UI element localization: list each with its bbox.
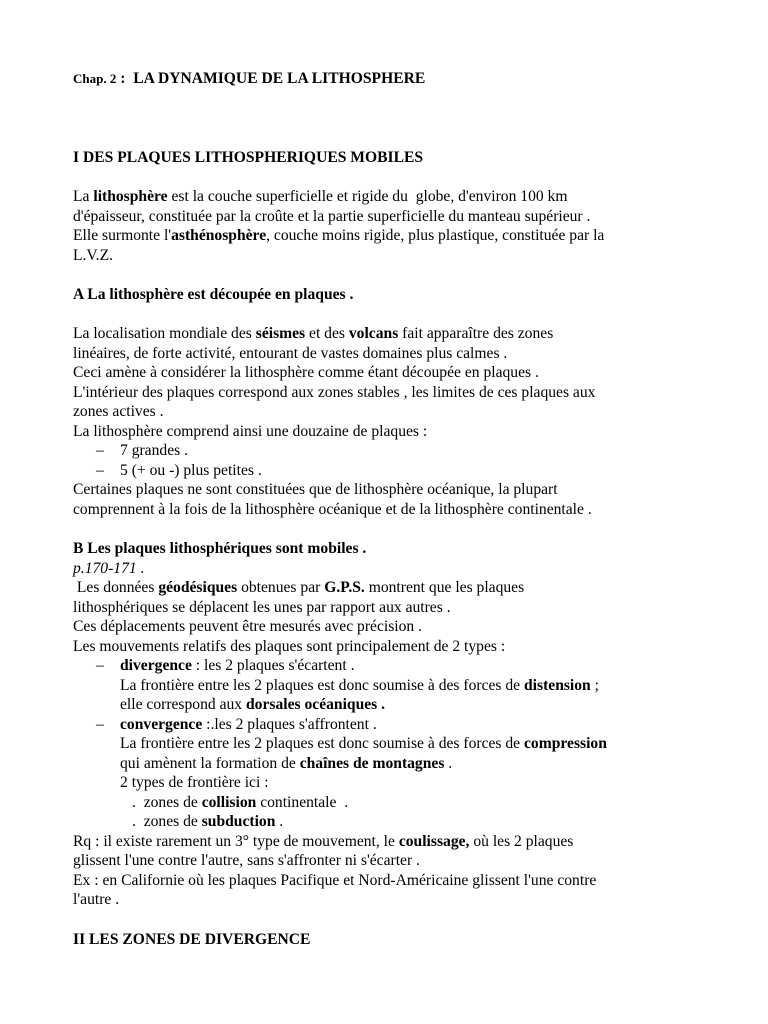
term-subduction: subduction	[201, 813, 276, 830]
bullet-dash: –	[96, 715, 104, 733]
B-example-line-1: Ex : en Californie où les plaques Pacifique et Nord-Américaine glissent l'une contre	[73, 871, 597, 889]
term-divergence: divergence	[120, 657, 192, 674]
intro-line-3	[73, 226, 604, 246]
bullet-dash: –	[96, 657, 104, 674]
B-convergence-line-3	[120, 754, 452, 774]
chapter-separator: :	[116, 70, 130, 87]
bullet-dash: –	[96, 461, 104, 479]
text: fait apparaître des zones	[398, 325, 554, 342]
text: : les 2 plaques s'écartent .	[191, 657, 355, 674]
section-I-heading: I DES PLAQUES LITHOSPHERIQUES MOBILES	[73, 149, 424, 166]
bullet-dash: –	[96, 442, 104, 459]
A-bullet-1: 7 grandes .	[120, 442, 188, 459]
B-remark-line-2: glissent l'une contre l'autre, sans s'affronter ni s'écarter .	[73, 852, 420, 869]
B-line-4: Les mouvements relatifs des plaques sont principalement de 2 types :	[73, 637, 506, 655]
text: ;	[590, 676, 599, 694]
text: montrent que les plaques	[364, 579, 525, 596]
text: obtenues par	[237, 579, 325, 596]
B-convergence-line-4: 2 types de frontière ici :	[120, 774, 269, 791]
section-II-heading: II LES ZONES DE DIVERGENCE	[73, 931, 311, 948]
A-line-8: comprennent à la fois de la lithosphère océanique et de la lithosphère continentale .	[73, 500, 592, 518]
section-B-heading: B Les plaques lithosphériques sont mobiles .	[73, 540, 367, 557]
text: La localisation mondiale des	[73, 325, 256, 342]
B-line-3: Ces déplacements peuvent être mesurés avec précision .	[73, 618, 422, 635]
B-line-1	[73, 578, 524, 598]
text: qui amènent la formation de	[120, 754, 300, 772]
term-coulissage: coulissage,	[398, 832, 470, 850]
text: où les 2 plaques	[469, 832, 574, 850]
A-line-1	[73, 324, 553, 344]
text: Les données	[73, 579, 159, 596]
B-convergence-line-2	[120, 734, 607, 754]
B-convergence	[120, 715, 377, 735]
chapter-label: Chap. 2	[73, 71, 117, 86]
term-convergence: convergence	[120, 715, 203, 733]
term-asthenosphere: asthénosphère	[171, 227, 267, 244]
term-dorsales: dorsales océaniques .	[246, 696, 386, 713]
text: :.les 2 plaques s'affrontent .	[202, 715, 377, 733]
B-example-line-2: l'autre .	[73, 891, 120, 908]
term-lithosphere: lithosphère	[93, 188, 168, 205]
text: , couche moins rigide, plus plastique, constituée par la	[266, 227, 605, 244]
text: La frontière entre les 2 plaques est donc soumise à des forces de	[120, 676, 524, 694]
text: elle correspond aux	[120, 696, 246, 713]
text: Elle surmonte l'	[73, 227, 172, 244]
text: continentale .	[256, 793, 349, 811]
B-line-2: lithosphériques se déplacent les unes par rapport aux autres .	[73, 598, 451, 616]
text: .	[275, 813, 284, 830]
term-volcans: volcans	[348, 325, 399, 342]
term-chaines: chaînes de montagnes	[299, 754, 445, 772]
B-convergence-sub-2	[132, 812, 283, 832]
chapter-heading: LA DYNAMIQUE DE LA LITHOSPHERE	[133, 70, 426, 87]
text: . zones de	[132, 793, 202, 811]
B-remark-line-1	[73, 832, 573, 852]
B-divergence-line-2	[120, 676, 599, 696]
A-line-6: La lithosphère comprend ainsi une douzaine de plaques :	[73, 422, 428, 440]
term-geodesiques: géodésiques	[158, 579, 238, 596]
A-line-4: L'intérieur des plaques correspond aux zones stables , les limites de ces plaques aux	[73, 383, 596, 401]
A-bullet-2: 5 (+ ou -) plus petites .	[120, 461, 262, 479]
text: et des	[305, 325, 349, 342]
text: . zones de	[132, 813, 202, 830]
section-A-heading: A La lithosphère est découpée en plaques .	[73, 286, 354, 303]
text: est la couche superficielle et rigide du globe, d'environ 100 km	[167, 188, 568, 205]
intro-line-2: d'épaisseur, constituée par la croûte et la partie superficielle du manteau supérieur .	[73, 207, 591, 225]
text: .	[444, 754, 453, 772]
term-collision: collision	[201, 793, 257, 811]
text: Rq : il existe rarement un 3° type de mouvement, le	[73, 832, 399, 850]
intro-line-1	[73, 187, 568, 207]
term-compression: compression	[524, 735, 607, 752]
chapter-title	[73, 69, 425, 89]
intro-line-4: L.V.Z.	[73, 246, 113, 264]
B-divergence	[120, 656, 354, 676]
term-seismes: séismes	[255, 325, 306, 342]
term-gps: G.P.S.	[324, 579, 365, 596]
A-line-5: zones actives .	[73, 403, 164, 420]
B-page-ref: p.170-171 .	[73, 559, 145, 577]
A-line-2: linéaires, de forte activité, entourant de vastes domaines plus calmes .	[73, 344, 508, 362]
text: La frontière entre les 2 plaques est donc soumise à des forces de	[120, 735, 524, 752]
B-divergence-line-3	[120, 695, 385, 715]
term-distension: distension	[524, 676, 591, 694]
text: La	[73, 188, 94, 205]
A-line-7: Certaines plaques ne sont constituées que de lithosphère océanique, la plupart	[73, 481, 558, 498]
A-line-3: Ceci amène à considérer la lithosphère comme étant découpée en plaques .	[73, 364, 539, 381]
B-convergence-sub-1	[132, 793, 348, 813]
